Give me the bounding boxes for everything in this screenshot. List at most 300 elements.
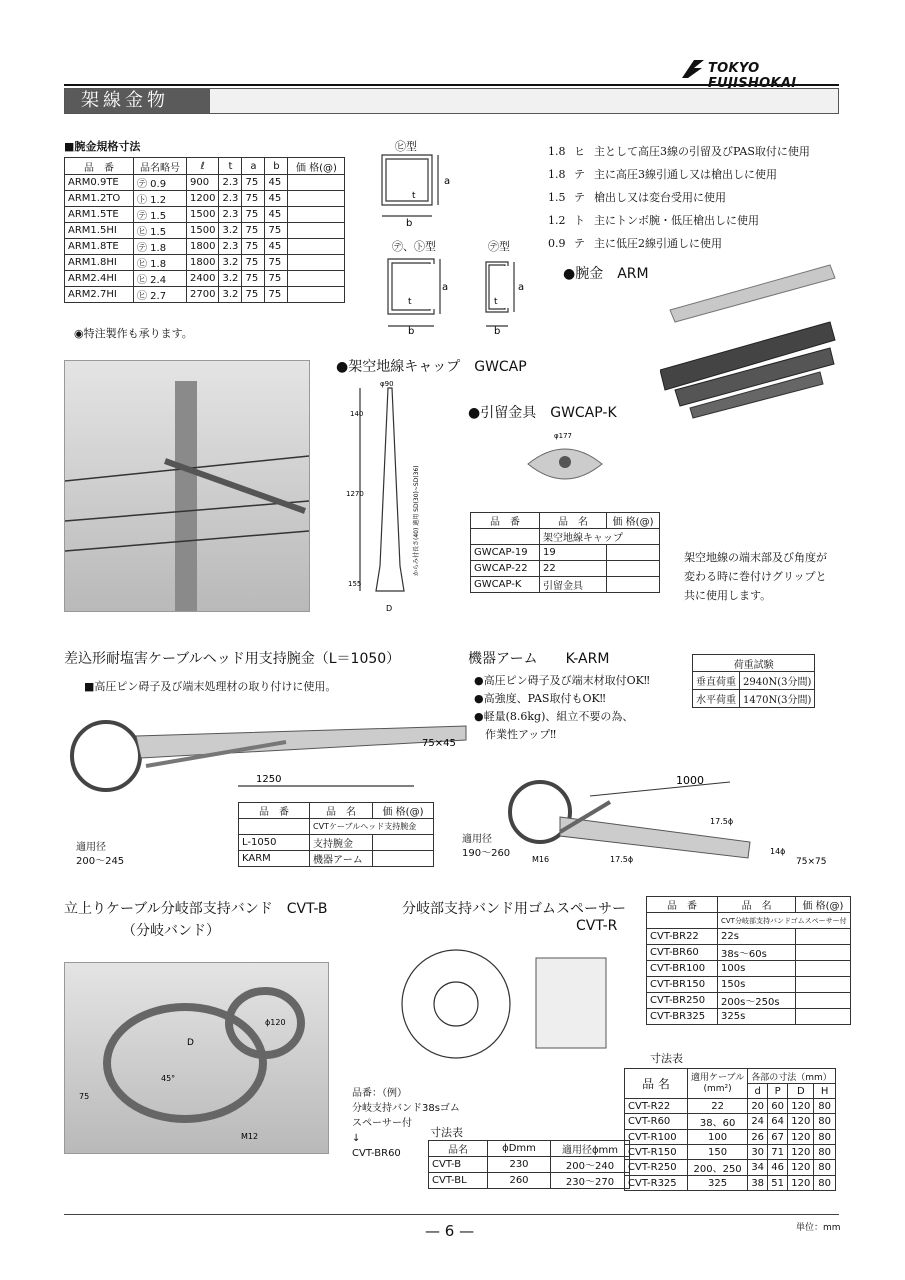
table-cell: 1200 [187, 191, 219, 207]
table-cell: CVT-BR22 [647, 929, 718, 945]
table-cell: 75 [242, 223, 265, 239]
company-logo [680, 58, 840, 80]
table-row [65, 191, 345, 207]
table-cell: 150 [688, 1145, 748, 1160]
table-cell: 20 [748, 1099, 768, 1114]
table-cell: CVT-R150 [625, 1145, 688, 1160]
table-cell: CVT-BR250 [647, 993, 718, 1009]
dim-75: 75 [79, 1092, 90, 1101]
l1050-note: ■高圧ピン碍子及び端末処理材の取り付けに使用。 [84, 680, 337, 693]
table-cell: 75 [242, 271, 265, 287]
cvtb-subtitle: （分岐バンド） [122, 923, 220, 939]
table-cell [796, 929, 850, 945]
gwcap-title: ●架空地線キャップ GWCAP [336, 359, 527, 375]
usage-field: 1.8 [548, 145, 566, 158]
table-cell: 水平荷重 [693, 690, 740, 708]
table-cell: 75 [242, 207, 265, 223]
col-header: a [242, 158, 265, 175]
table-row [239, 851, 434, 867]
table-cell: 80 [814, 1160, 835, 1176]
table-cell [373, 835, 434, 851]
l1050-dia-value: 200～245 [76, 856, 125, 867]
col-header: 品 番 [471, 513, 540, 529]
dim-b: b [408, 326, 415, 336]
table-cell: 38、60 [688, 1114, 748, 1130]
col-header: b [265, 158, 288, 175]
te-shape-drawing [478, 254, 538, 336]
table-cell: CVT-B [429, 1157, 488, 1173]
cvtr-code: CVT-R [576, 918, 618, 934]
table-cell: GWCAP-K [471, 577, 540, 593]
table-row [625, 1130, 836, 1145]
table-row [65, 239, 345, 255]
table-row [65, 255, 345, 271]
table-row [471, 529, 660, 545]
table-cell: 120 [788, 1099, 814, 1114]
dim-140: 140 [350, 410, 364, 418]
dim-m16: M16 [532, 855, 550, 864]
table-cell [288, 271, 345, 287]
table-cell: 引留金具 [540, 577, 607, 593]
table-row [647, 929, 851, 945]
table-cell: 80 [814, 1145, 835, 1160]
table-cell: 45 [265, 207, 288, 223]
col-header: 価 格(@) [796, 897, 850, 913]
table-row [625, 1099, 836, 1114]
dim-155: 155 [348, 580, 362, 588]
section-title: 架線金物 [65, 89, 210, 113]
dim-size: 75×45 [422, 738, 456, 749]
table-row [693, 690, 815, 708]
table-cell: ARM1.5TE [65, 207, 134, 223]
usage-field: テ [574, 168, 585, 181]
dim-d: D [187, 1038, 194, 1048]
table-cell: 3.2 [219, 271, 242, 287]
table-cell: 64 [768, 1114, 788, 1130]
l1050-table [238, 802, 434, 867]
karm-features [474, 672, 650, 744]
col-header: ℓ [187, 158, 219, 175]
table-cell: ㋪ 2.7 [134, 287, 187, 303]
table-cell: 22 [688, 1099, 748, 1114]
table-cell: CVT-R250 [625, 1160, 688, 1176]
usage-field: 1.8 [548, 168, 566, 181]
table-header-row [693, 655, 815, 672]
arm-usage-list [548, 140, 810, 255]
col-header: 価 格(@) [288, 158, 345, 175]
table-row [65, 175, 345, 191]
dim-1270: 1270 [346, 490, 364, 498]
col-header: 品 番 [239, 803, 310, 819]
table-cell: 26 [748, 1130, 768, 1145]
table-row [471, 545, 660, 561]
col-header: 価 格(@) [373, 803, 434, 819]
section-title-bar [64, 88, 839, 114]
cvtr-drawing [396, 938, 616, 1078]
karm-dia-label: 適用径 [462, 834, 492, 845]
usage-field: 1.5 [548, 191, 566, 204]
table-row [429, 1173, 630, 1189]
table-cell: CVT-BR60 [647, 945, 718, 961]
arm-label: ●腕金 ARM [563, 266, 649, 282]
example-line: CVT-BR60 [352, 1148, 401, 1159]
gwcap-table [470, 512, 660, 593]
table-cell: 3.2 [219, 255, 242, 271]
table-cell: 19 [540, 545, 607, 561]
feature-line: ●軽量(8.6kg)、組立不要の為、 [474, 710, 634, 723]
table-cell: 1470N(3分間) [740, 690, 815, 708]
table-cell: 1500 [187, 207, 219, 223]
group-label: CVTケーブルヘッド支持腕金 [310, 819, 434, 835]
table-row [625, 1176, 836, 1191]
table-cell: 3.2 [219, 223, 242, 239]
karm-drawing [460, 762, 840, 872]
table-cell: 75 [265, 271, 288, 287]
table-cell [607, 561, 660, 577]
col-header: 品 名 [718, 897, 796, 913]
table-cell: 1800 [187, 255, 219, 271]
dim-45: 45° [161, 1074, 176, 1083]
usage-field: ト [574, 214, 585, 227]
feature-line: ●高圧ピン碍子及び端末材取付OK‼ [474, 674, 650, 687]
dim-120: ϕ120 [265, 1018, 286, 1027]
karm-title: 機器アーム K-ARM [468, 651, 610, 667]
hi-shape-label: ㋪型 [395, 140, 417, 153]
table-cell [288, 175, 345, 191]
table-cell: 75 [242, 255, 265, 271]
col-header: 適用径ϕmm [551, 1141, 630, 1157]
example-line: 品番：（例） [352, 1088, 407, 1099]
table-cell [796, 1009, 850, 1025]
grip-length-label: からみ付長さ(40) 適用 SD(30)~SD(36) [413, 465, 420, 576]
table-cell: 46 [768, 1160, 788, 1176]
table-cell: 2940N(3分間) [740, 672, 815, 690]
dim-t: t [412, 191, 416, 201]
arm-photo [660, 260, 840, 420]
col-header: 品名 [429, 1141, 488, 1157]
dim-17-5: 17.5ϕ [710, 817, 734, 826]
table-cell: 260 [488, 1173, 551, 1189]
usage-field: 1.2 [548, 214, 566, 227]
table-cell: 75 [242, 191, 265, 207]
table-cell: 75 [265, 255, 288, 271]
table-row [239, 819, 434, 835]
arm-spec-heading: ■腕金規格寸法 [64, 140, 141, 153]
table-cell: 75 [242, 287, 265, 303]
description-line: 変わる時に巻付けグリップと [684, 570, 827, 583]
table-cell: 120 [788, 1176, 814, 1191]
table-cell: 34 [748, 1160, 768, 1176]
table-cell [796, 977, 850, 993]
col-header: 品 名 [625, 1069, 688, 1099]
table-cell [288, 287, 345, 303]
table-cell [796, 945, 850, 961]
te-to-shape-drawing [378, 254, 458, 336]
table-cell: CVT-BR325 [647, 1009, 718, 1025]
table-row [429, 1157, 630, 1173]
cvtr-dims-table [624, 1068, 836, 1191]
header-rule [64, 84, 839, 86]
load-test-table [692, 654, 815, 708]
dim-m12: M12 [241, 1132, 259, 1141]
table-cell: 2700 [187, 287, 219, 303]
table-cell [607, 577, 660, 593]
table-row [647, 977, 851, 993]
table-cell: 325s [718, 1009, 796, 1025]
table-cell: ARM1.2TO [65, 191, 134, 207]
usage-field: 主に低圧2線引通しに使用 [594, 237, 722, 250]
table-header-row [429, 1141, 630, 1157]
table-cell: 1800 [187, 239, 219, 255]
gwcap-drawing [340, 376, 440, 616]
table-cell: 38s～60s [718, 945, 796, 961]
table-cell: ㋪ 1.5 [134, 223, 187, 239]
table-cell: 30 [748, 1145, 768, 1160]
table-cell [796, 961, 850, 977]
table-cell: GWCAP-22 [471, 561, 540, 577]
table-cell: ㋪ 1.8 [134, 255, 187, 271]
dim-t: t [494, 297, 498, 307]
table-cell: 2.3 [219, 239, 242, 255]
table-cell: ARM2.4HI [65, 271, 134, 287]
table-cell: 80 [814, 1176, 835, 1191]
usage-item [548, 209, 810, 232]
table-row [647, 961, 851, 977]
col-header: 品 名 [540, 513, 607, 529]
example-line: スペーサー付 [352, 1118, 412, 1129]
gwcapk-title: ●引留金具 GWCAP-K [468, 405, 617, 421]
group-label: CVT分岐部支持バンドゴムスペーサー付 [718, 913, 851, 929]
table-row [65, 207, 345, 223]
dim-a: a [444, 176, 451, 187]
table-row [625, 1145, 836, 1160]
te-shape-label: ㋢型 [488, 240, 510, 253]
table-cell: 1500 [187, 223, 219, 239]
table-cell: 80 [814, 1114, 835, 1130]
table-row [647, 993, 851, 1009]
cvtbr-table [646, 896, 851, 1025]
table-cell: 75 [265, 223, 288, 239]
table-cell: ㋪ 2.4 [134, 271, 187, 287]
table-row [647, 1009, 851, 1025]
table-cell: 230 [488, 1157, 551, 1173]
table-cell: CVT-BL [429, 1173, 488, 1189]
dim-b: b [494, 326, 501, 336]
table-cell: 2.3 [219, 191, 242, 207]
table-cell: 3.2 [219, 287, 242, 303]
usage-item [548, 140, 810, 163]
usage-field: 0.9 [548, 237, 566, 250]
table-cell: 2.3 [219, 175, 242, 191]
table-cell: 120 [788, 1145, 814, 1160]
table-cell: ㋢ 1.5 [134, 207, 187, 223]
table-cell: 150s [718, 977, 796, 993]
l1050-title: 差込形耐塩害ケーブルヘッド用支持腕金（L＝1050） [64, 651, 401, 667]
table-cell: 230～270 [551, 1173, 630, 1189]
table-cell: 325 [688, 1176, 748, 1191]
table-cell: 2.3 [219, 207, 242, 223]
load-title: 荷重試験 [693, 655, 815, 672]
karm-dia-value: 190～260 [462, 848, 511, 859]
table-row [647, 913, 851, 929]
table-cell: CVT-R22 [625, 1099, 688, 1114]
table-cell [288, 207, 345, 223]
dim-b: b [406, 218, 413, 229]
table-cell: ㋣ 1.2 [134, 191, 187, 207]
table-cell: 2400 [187, 271, 219, 287]
cvtr-title: 分岐部支持バンド用ゴムスペーサー [402, 901, 626, 917]
table-cell: ㋢ 1.8 [134, 239, 187, 255]
table-cell: ㋢ 0.9 [134, 175, 187, 191]
dim-t: t [408, 297, 412, 307]
usage-field: 主として高圧3線の引留及びPAS取付に使用 [594, 145, 810, 158]
table-cell: 71 [768, 1145, 788, 1160]
table-row [239, 835, 434, 851]
l1050-dia-label: 適用径 [76, 842, 106, 853]
dim-diameter: φ90 [380, 380, 394, 388]
table-cell: CVT-R60 [625, 1114, 688, 1130]
table-cell: L-1050 [239, 835, 310, 851]
col-header: 品 番 [647, 897, 718, 913]
table-cell: 200、250 [688, 1160, 748, 1176]
table-row [647, 945, 851, 961]
table-cell: 22s [718, 929, 796, 945]
table-cell: 60 [768, 1099, 788, 1114]
usage-field: ヒ [574, 145, 585, 158]
dim-diameter: φ177 [554, 432, 572, 440]
custom-order-note: ◉特注製作も承ります。 [74, 327, 193, 340]
col-header: P [768, 1084, 788, 1099]
table-cell: 120 [788, 1130, 814, 1145]
table-header-row [65, 158, 345, 175]
group-label: 架空地線キャップ [540, 529, 660, 545]
col-header: ϕDmm [488, 1141, 551, 1157]
company-name: TOKYO [708, 61, 760, 76]
table-cell: 120 [788, 1114, 814, 1130]
table-cell: 45 [265, 191, 288, 207]
table-cell: 支持腕金 [310, 835, 373, 851]
table-header-row [625, 1069, 836, 1084]
table-cell: 100 [688, 1130, 748, 1145]
cvtb-dims-table [428, 1140, 630, 1189]
table-cell [607, 545, 660, 561]
col-header: 各部の寸法（mm） [748, 1069, 836, 1084]
feature-line: ●高強度、PAS取付もOK‼ [474, 692, 606, 705]
table-cell [373, 851, 434, 867]
page-number: — 6 — [425, 1222, 475, 1240]
dim-a: a [518, 282, 525, 293]
table-cell: 100s [718, 961, 796, 977]
table-cell: KARM [239, 851, 310, 867]
table-cell: 200s～250s [718, 993, 796, 1009]
table-header-row [239, 803, 434, 819]
table-cell: CVT-R100 [625, 1130, 688, 1145]
table-cell [288, 239, 345, 255]
col-header: 品 名 [310, 803, 373, 819]
table-header-row [647, 897, 851, 913]
table-cell: 垂直荷重 [693, 672, 740, 690]
arm-spec-table [64, 157, 345, 303]
table-cell: 45 [265, 239, 288, 255]
logo-mark-icon [680, 58, 706, 80]
table-row [471, 561, 660, 577]
table-cell: ARM1.5HI [65, 223, 134, 239]
col-header: t [219, 158, 242, 175]
description-line: 架空地線の端末部及び角度が [684, 551, 827, 564]
table-row [693, 672, 815, 690]
table-cell: CVT-BR100 [647, 961, 718, 977]
usage-field: テ [574, 191, 585, 204]
description-line: 共に使用します。 [684, 589, 772, 602]
table-row [471, 577, 660, 593]
table-cell: CVT-BR150 [647, 977, 718, 993]
cvtr-dims-label: 寸法表 [650, 1052, 683, 1065]
footer-rule [64, 1214, 839, 1215]
usage-field: テ [574, 237, 585, 250]
cvtb-title: 立上りケーブル分岐部支持バンド CVT-B [64, 901, 328, 917]
table-header-row [471, 513, 660, 529]
usage-field: 主に高圧3線引通し又は槍出しに使用 [594, 168, 777, 181]
col-header: 価 格(@) [607, 513, 660, 529]
table-cell: ARM2.7HI [65, 287, 134, 303]
dim-17-5b: 17.5ϕ [610, 855, 634, 864]
cvtb-dims-label: 寸法表 [430, 1126, 463, 1139]
table-cell [796, 993, 850, 1009]
usage-item [548, 186, 810, 209]
table-row [625, 1114, 836, 1130]
table-cell: 80 [814, 1130, 835, 1145]
te-to-shape-label: ㋢、㋣型 [392, 240, 436, 253]
table-cell [288, 255, 345, 271]
table-cell: 200～240 [551, 1157, 630, 1173]
cvtb-photo [64, 962, 329, 1154]
example-line: ↓ [352, 1133, 361, 1144]
table-cell: 75 [242, 175, 265, 191]
table-cell [288, 191, 345, 207]
table-cell: 75 [265, 287, 288, 303]
gwcapk-drawing [510, 428, 620, 500]
col-header: d [748, 1084, 768, 1099]
dim-length: 1000 [676, 774, 704, 787]
hi-shape-drawing [372, 150, 472, 230]
table-cell: 900 [187, 175, 219, 191]
col-header: 適用ケーブル (mm²) [688, 1069, 748, 1099]
unit-note: 単位：mm [796, 1223, 841, 1233]
dim-a: a [442, 282, 449, 293]
table-cell: 80 [814, 1099, 835, 1114]
usage-item [548, 163, 810, 186]
pole-photo [64, 360, 310, 612]
table-cell: GWCAP-19 [471, 545, 540, 561]
table-cell [288, 223, 345, 239]
usage-field: 主にトンボ腕・低圧槍出しに使用 [594, 214, 759, 227]
col-header: 品名略号 [134, 158, 187, 175]
table-cell: ARM1.8TE [65, 239, 134, 255]
table-row [65, 223, 345, 239]
table-cell: 24 [748, 1114, 768, 1130]
example-line: 分岐支持バンド38sゴム [352, 1103, 460, 1114]
table-cell: CVT-R325 [625, 1176, 688, 1191]
table-cell: 45 [265, 175, 288, 191]
table-row [625, 1160, 836, 1176]
col-header: 品 番 [65, 158, 134, 175]
gwcap-description [684, 548, 827, 605]
table-cell: 機器アーム [310, 851, 373, 867]
dim-75x75: 75×75 [796, 857, 827, 867]
table-row [65, 271, 345, 287]
col-header: H [814, 1084, 835, 1099]
dim-length: 1250 [256, 774, 282, 785]
